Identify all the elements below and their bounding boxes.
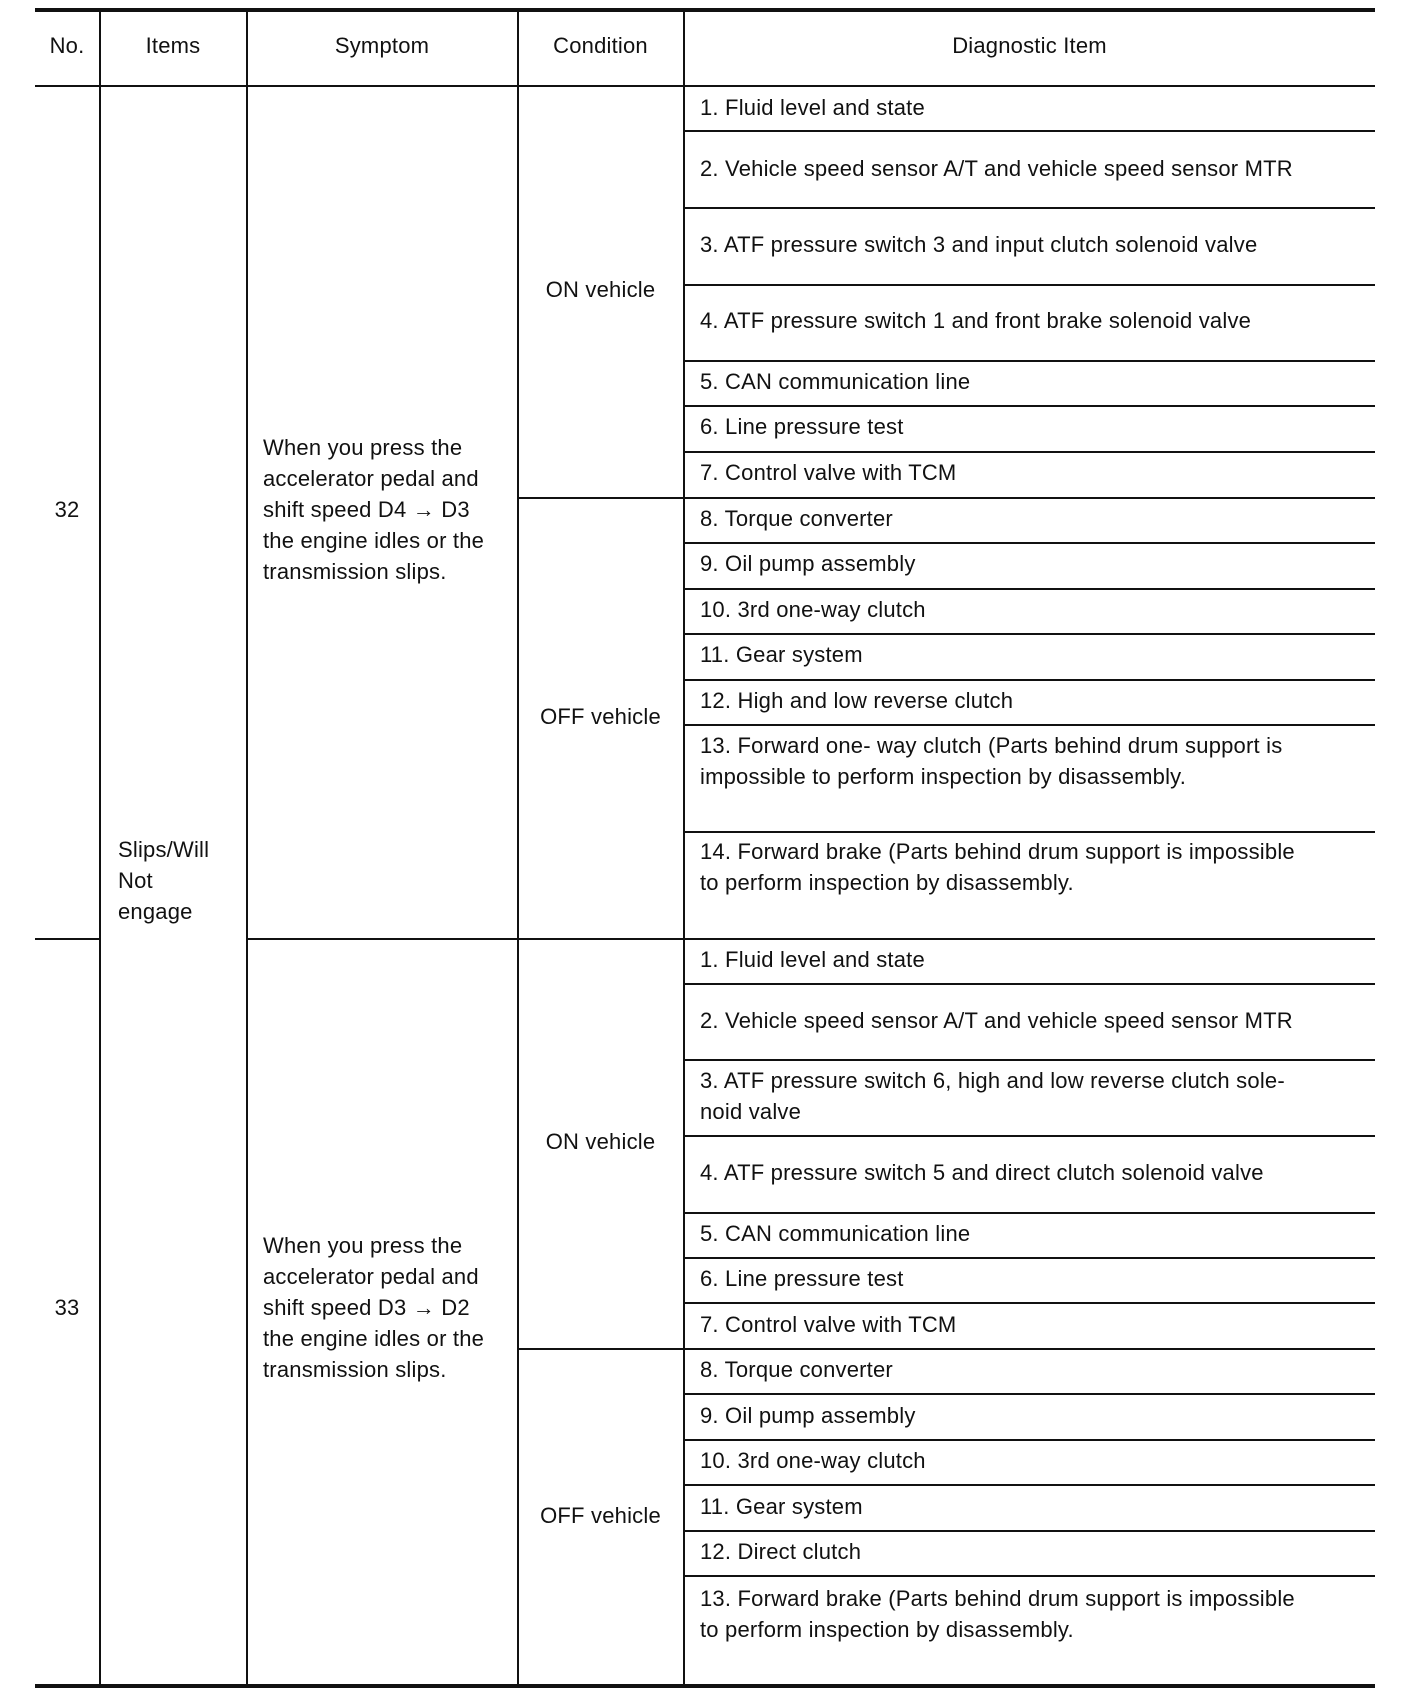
diagnostic-item-text: 13. Forward one- way clutch (Parts behind drum support is [700,733,1283,758]
diagnostic-item [700,1445,926,1476]
condition-label: OFF vehicle [540,1503,661,1528]
row-no: 33 [54,1295,80,1320]
diagnostic-item-text: 3. ATF pressure switch 6, high and low reverse clutch sole- [700,1068,1285,1093]
diagnostic-item-text: 9. Oil pump assembly [700,1403,916,1428]
diagnostic-item-text: 2. Vehicle speed sensor A/T and vehicle speed sensor MTR [700,1008,1293,1033]
header-symptom: Symptom [334,33,430,58]
diagnostic-item-text: 13. Forward brake (Parts behind drum support is impossible [700,1586,1295,1611]
symptom-line: accelerator pedal and [263,1264,479,1289]
header-diagnostic: Diagnostic Item [952,33,1107,58]
diagnostic-item [700,1536,861,1567]
diagnostic-item-text: to perform inspection by disassembly. [700,870,1074,895]
diagnostic-item-text: 1. Fluid level and state [700,95,925,120]
symptom-line: the engine idles or the [263,528,485,553]
diagnostic-item [700,685,1013,716]
item-separator [683,130,1375,132]
item-separator [683,1302,1375,1304]
diagnostic-item [700,639,863,670]
col-line-condition-diagnostic [683,12,685,1684]
table-bottom-rule [35,1684,1375,1688]
symptom-line: transmission slips. [263,559,447,584]
col-line-items-symptom [246,12,248,1684]
item-separator [683,1135,1375,1137]
diagnostic-item [700,1263,904,1294]
condition-label: OFF vehicle [540,704,661,729]
symptom-line: When you press the [263,435,463,460]
diagnostic-item-text: 11. Gear system [700,1494,863,1519]
diagnostic-item [700,836,1295,898]
diagnostic-item-text: 12. High and low reverse clutch [700,688,1014,713]
diagnostic-item [700,1005,1293,1036]
diagnostic-item-text: 6. Line pressure test [700,1266,904,1291]
diagnostic-item-text: 6. Line pressure test [700,414,904,439]
diagnostic-item [700,153,1293,184]
table-top-rule [35,8,1375,12]
diagnostic-item [700,366,970,397]
item-separator [683,1393,1375,1395]
symptom-text [263,1230,484,1385]
diagnostic-item [700,548,916,579]
symptom-line: accelerator pedal and [263,466,479,491]
diagnostic-item [700,1491,863,1522]
item-separator [683,405,1375,407]
diagnostic-item-text: 8. Torque converter [700,506,893,531]
items-line-3: engage [118,899,193,924]
item-separator [683,360,1375,362]
condition-label: ON vehicle [545,277,656,302]
diagnostic-item [700,944,925,975]
diagnostic-item-text: 14. Forward brake (Parts behind drum support is impossible [700,839,1295,864]
item-separator [683,588,1375,590]
condition-label: ON vehicle [545,1129,656,1154]
symptom-text [263,432,484,587]
diagnostic-item [700,457,956,488]
diagnostic-item-text: 8. Torque converter [700,1357,893,1382]
item-separator [683,1575,1375,1577]
diagnostic-item [700,1583,1295,1645]
item-separator [683,1059,1375,1061]
item-separator [683,284,1375,286]
diagnostic-item-text: 10. 3rd one-way clutch [700,597,926,622]
diagnostic-item [700,1218,970,1249]
diagnostic-item-text: impossible to perform inspection by disassembly. [700,764,1187,789]
symptom-line: shift speed D3 → D2 [263,1295,470,1320]
diagnostic-item-text: to perform inspection by disassembly. [700,1617,1074,1642]
items-line-2: Not [118,868,153,893]
symptom-line: shift speed D4 → D3 [263,497,470,522]
symptom-line: the engine idles or the [263,1326,485,1351]
item-separator [683,1439,1375,1441]
diagnostic-item-text: 2. Vehicle speed sensor A/T and vehicle speed sensor MTR [700,156,1293,181]
header-no: No. [49,33,85,58]
diagnostic-item [700,594,926,625]
symptom-line: When you press the [263,1233,463,1258]
diagnostic-item [700,730,1282,792]
item-separator [683,1212,1375,1214]
condition-separator [517,497,1375,499]
item-separator [683,724,1375,726]
item-separator [683,542,1375,544]
item-separator [683,1530,1375,1532]
diagnostic-item-text: 5. CAN communication line [700,369,971,394]
item-separator [683,1257,1375,1259]
col-line-no-items [99,12,101,1684]
diagnostic-item-text: 7. Control valve with TCM [700,460,957,485]
diagnostic-item-text: 4. ATF pressure switch 5 and direct clutch solenoid valve [700,1160,1264,1185]
diagnostic-item-text: 9. Oil pump assembly [700,551,916,576]
diagnostic-item [700,229,1257,260]
item-separator [683,207,1375,209]
diagnostic-item-text: 4. ATF pressure switch 1 and front brake solenoid valve [700,308,1252,333]
diagnostic-item [700,503,893,534]
diagnostic-item-text: 1. Fluid level and state [700,947,925,972]
item-separator [683,451,1375,453]
item-separator [683,679,1375,681]
row-separator-main [246,938,1375,940]
diagnostic-item [700,1309,956,1340]
header-rule [35,85,1375,87]
row-no: 32 [54,497,80,522]
diagnostic-item [700,92,925,123]
item-separator [683,633,1375,635]
diagnostic-item-text: 12. Direct clutch [700,1539,862,1564]
diagnostic-item [700,1400,916,1431]
diagnostic-item [700,1065,1285,1127]
diagnostic-item-text: 11. Gear system [700,642,863,667]
diagnostic-item-text: noid valve [700,1099,802,1124]
diagnostic-item [700,305,1251,336]
item-separator [683,983,1375,985]
item-separator [683,1484,1375,1486]
diagnostic-item [700,411,904,442]
header-condition: Condition [553,33,648,58]
diagnostic-item-text: 7. Control valve with TCM [700,1312,957,1337]
diagnostic-item-text: 5. CAN communication line [700,1221,971,1246]
diagnostic-item [700,1354,893,1385]
col-line-symptom-condition [517,12,519,1684]
items-line-1: Slips/Will [118,837,210,862]
items-label [118,834,209,927]
row-separator-no-col [35,938,99,940]
diagnostic-item-text: 10. 3rd one-way clutch [700,1448,926,1473]
item-separator [683,831,1375,833]
condition-separator [517,1348,1375,1350]
symptom-line: transmission slips. [263,1357,447,1382]
header-items: Items [145,33,201,58]
diagnostic-item-text: 3. ATF pressure switch 3 and input clutch solenoid valve [700,232,1258,257]
diagnostic-item [700,1157,1264,1188]
